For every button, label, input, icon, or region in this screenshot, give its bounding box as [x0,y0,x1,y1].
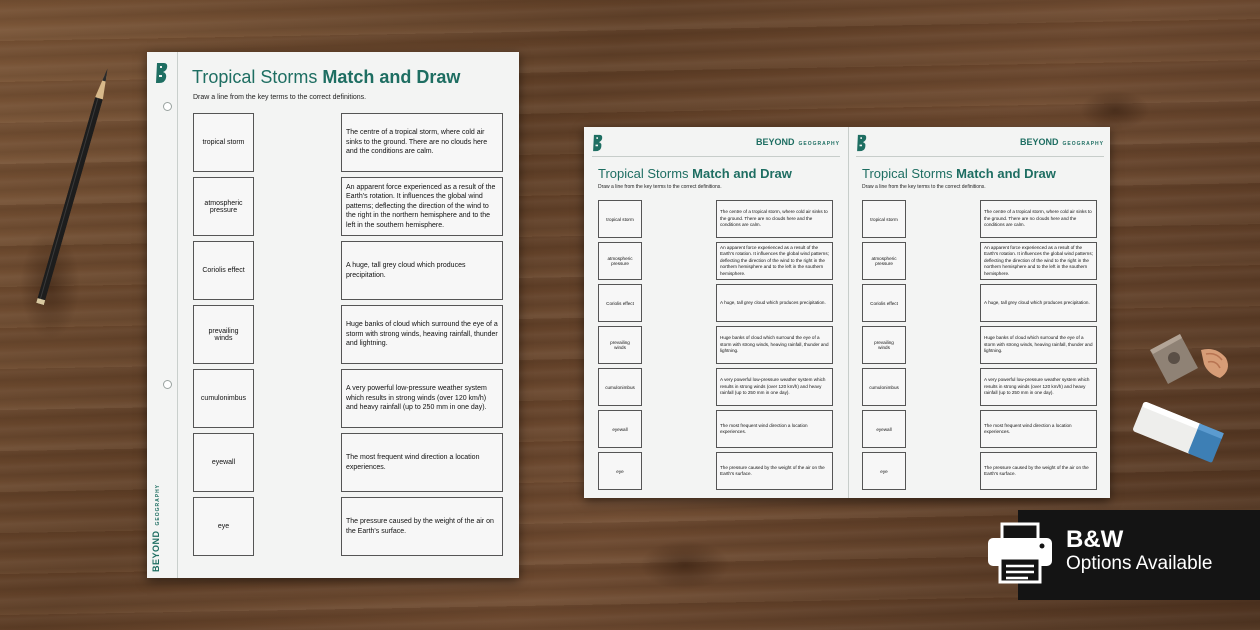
beyond-logo-icon [155,62,169,84]
definition-box: An apparent force experienced as a result of the Earth's rotation. It influences the global wind patterns; deflecting the direction of the wind to the right in the northern hemisphere and to the left in the southern hemisphere. [716,242,833,280]
definition-box: A very powerful low-pressure weather system which results in strong winds (over 120 km/h) and heavy rainfall (up to 250 mm in one day). [980,368,1097,406]
definition-box: A huge, tall grey cloud which produces precipitation. [341,241,503,300]
definition-box: Huge banks of cloud which surround the eye of a storm with strong winds, heaving rainfall, thunder and lightning. [980,326,1097,364]
term-box: eyewall [193,433,254,492]
term-box: tropical storm [193,113,254,172]
booklet-page-right [848,127,1112,498]
worksheet-instruction: Draw a line from the key terms to the correct definitions. [598,184,722,190]
printer-icon [984,522,1056,584]
term-box: prevailing winds [598,326,642,364]
term-box: cumulonimbus [862,368,906,406]
term-box: atmospheric pressure [193,177,254,236]
definition-box: A huge, tall grey cloud which produces precipitation. [980,284,1097,322]
options-available-label: Options Available [1066,553,1213,574]
pencil-sharpener-icon [1146,328,1236,388]
term-box: Coriolis effect [598,284,642,322]
header-divider [856,156,1104,157]
worksheet-instruction: Draw a line from the key terms to the correct definitions. [862,184,986,190]
eraser-icon [1129,397,1227,468]
worksheet-single-page [147,52,519,578]
definition-box: The pressure caused by the weight of the air on the Earth's surface. [341,497,503,556]
definition-box: The pressure caused by the weight of the air on the Earth's surface. [980,452,1097,490]
margin-line [177,52,178,578]
punch-hole [163,102,172,111]
definition-box: Huge banks of cloud which surround the eye of a storm with strong winds, heaving rainfall, thunder and lightning. [716,326,833,364]
term-box: Coriolis effect [862,284,906,322]
definition-box: Huge banks of cloud which surround the eye of a storm with strong winds, heaving rainfall, thunder and lightning. [341,305,503,364]
worksheet-booklet [584,127,1110,498]
definition-box: The centre of a tropical storm, where cold air sinks to the ground. There are no clouds here and the conditions are calm. [341,113,503,172]
definition-box: An apparent force experienced as a result of the Earth's rotation. It influences the global wind patterns; deflecting the direction of the wind to the right in the northern hemisphere and to the left in the southern hemisphere. [341,177,503,236]
term-box: eye [193,497,254,556]
worksheet-title: Tropical Storms Match and Draw [862,166,1056,181]
term-box: cumulonimbus [598,368,642,406]
worksheet-instruction: Draw a line from the key terms to the correct definitions. [193,94,367,101]
worksheet-title: Tropical Storms Match and Draw [598,166,792,181]
term-box: tropical storm [598,200,642,238]
beyond-logo-icon [592,134,604,152]
term-box: prevailing winds [862,326,906,364]
brand-header: BEYOND GEOGRAPHY [1019,137,1104,147]
definition-box: An apparent force experienced as a result of the Earth's rotation. It influences the global wind patterns; deflecting the direction of the wind to the right in the northern hemisphere and to the left in the southern hemisphere. [980,242,1097,280]
definition-box: A huge, tall grey cloud which produces precipitation. [716,284,833,322]
punch-hole [163,380,172,389]
header-divider [592,156,840,157]
wood-knot [1080,90,1150,130]
term-box: atmospheric pressure [598,242,642,280]
definition-box: The most frequent wind direction a location experiences. [716,410,833,448]
wood-knot [20,230,80,340]
definition-box: The most frequent wind direction a location experiences. [980,410,1097,448]
definition-box: The centre of a tropical storm, where cold air sinks to the ground. There are no clouds here and the conditions are calm. [980,200,1097,238]
term-box: cumulonimbus [193,369,254,428]
wood-knot [640,540,730,590]
definition-box: A very powerful low-pressure weather system which results in strong winds (over 120 km/h) and heavy rainfall (up to 250 mm in one day). [341,369,503,428]
term-box: eyewall [598,410,642,448]
definition-box: The centre of a tropical storm, where cold air sinks to the ground. There are no clouds here and the conditions are calm. [716,200,833,238]
side-brand: BEYONDGEOGRAPHY [151,483,161,572]
beyond-logo-icon [856,134,868,152]
booklet-page-left [584,127,848,498]
term-box: prevailing winds [193,305,254,364]
term-box: Coriolis effect [193,241,254,300]
term-box: eye [862,452,906,490]
definition-box: The pressure caused by the weight of the air on the Earth's surface. [716,452,833,490]
term-box: tropical storm [862,200,906,238]
definition-box: The most frequent wind direction a location experiences. [341,433,503,492]
term-box: eye [598,452,642,490]
term-box: atmospheric pressure [862,242,906,280]
term-box: eyewall [862,410,906,448]
definition-box: A very powerful low-pressure weather system which results in strong winds (over 120 km/h) and heavy rainfall (up to 250 mm in one day). [716,368,833,406]
worksheet-title: Tropical Storms Match and Draw [192,67,461,87]
brand-header: BEYOND GEOGRAPHY [755,137,840,147]
bw-label: B&W [1066,526,1124,553]
